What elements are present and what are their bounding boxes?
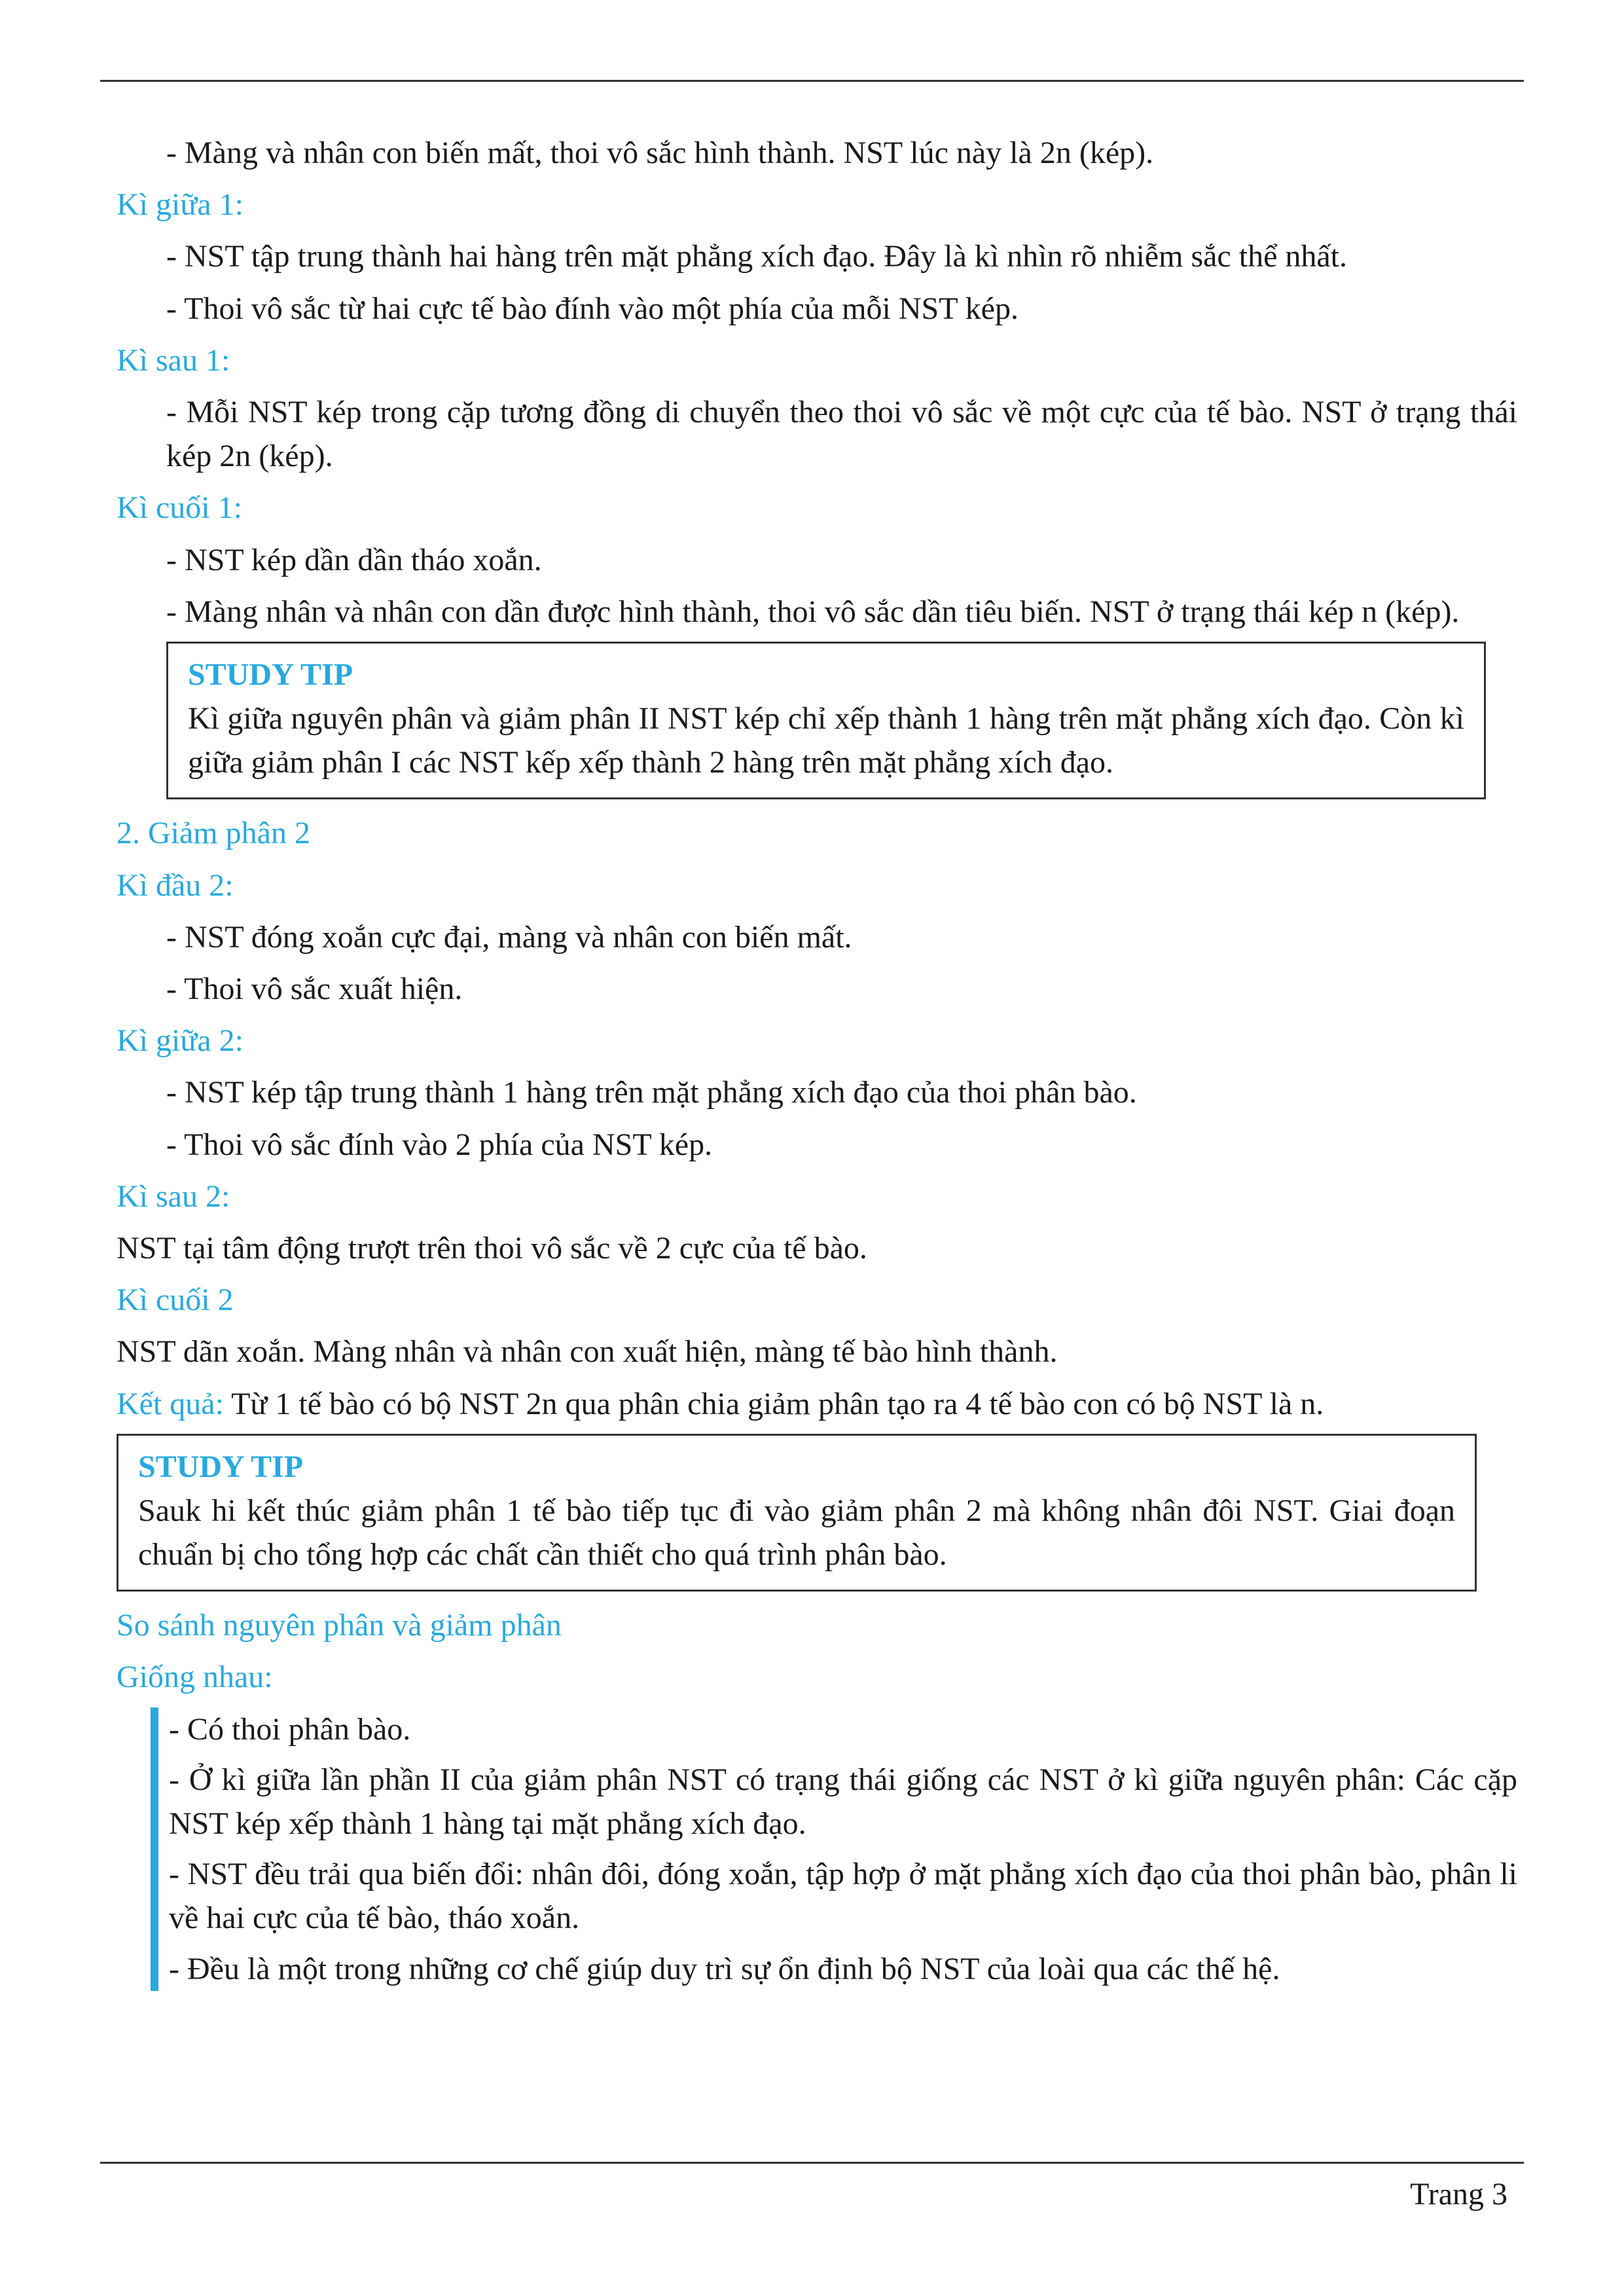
ki-giua-2-line: - NST kép tập trung thành 1 hàng trên mặt phẳng xích đạo của thoi phân bào. [166, 1075, 1137, 1110]
giong-nhau-list [151, 1707, 1517, 1991]
intro-line: - Màng và nhân con biến mất, thoi vô sắc hình thành. NST lúc này là 2n (kép). [166, 136, 1154, 170]
ki-dau-2-line: - Thoi vô sắc xuất hiện. [166, 972, 463, 1006]
heading-ki-giua-1: Kì giữa 1: [117, 187, 244, 223]
page-number: Trang 3 [1410, 2177, 1507, 2212]
giong-nhau-item: - Đều là một trong những cơ chế giúp duy trì sự ổn định bộ NST của loài qua các thế hệ. [169, 1951, 1280, 1986]
ki-giua-1-line: - NST tập trung thành hai hàng trên mặt phẳng xích đạo. Đây là kì nhìn rõ nhiễm sắc thể nhất. [166, 239, 1348, 274]
heading-ki-dau-2: Kì đầu 2: [117, 867, 234, 903]
giong-nhau-item: - NST đều trải qua biến đổi: nhân đôi, đóng xoắn, tập hợp ở mặt phẳng xích đạo của thoi phân bào, phân li về hai cực của tế bào, tháo xoắn. [169, 1857, 1517, 1936]
ki-cuoi-2-text: NST dãn xoắn. Màng nhân và nhân con xuất hiện, màng tế bào hình thành. [117, 1334, 1058, 1370]
study-tip-title: STUDY TIP [138, 1449, 304, 1484]
ket-qua-text: Từ 1 tế bào có bộ NST 2n qua phân chia giảm phân tạo ra 4 tế bào con có bộ NST là n. [223, 1386, 1324, 1421]
heading-ki-giua-2: Kì giữa 2: [117, 1023, 244, 1059]
heading-ki-cuoi-1: Kì cuối 1: [117, 490, 242, 526]
giong-nhau-item: - Ở kì giữa lần phần II của giảm phân NST có trạng thái giống các NST ở kì giữa nguyên phân: Các cặp NST kép xếp thành 1 hàng tại mặt phẳng xích đạo. [169, 1762, 1517, 1841]
study-tip-title: STUDY TIP [188, 657, 353, 692]
study-tip-box [117, 1434, 1477, 1592]
document-body [117, 131, 1517, 1997]
heading-giam-phan-2: 2. Giảm phân 2 [117, 816, 310, 851]
study-tip-box [166, 642, 1486, 800]
heading-ki-sau-2: Kì sau 2: [117, 1178, 230, 1214]
ki-cuoi-1-line: - Màng nhân và nhân con dần được hình thành, thoi vô sắc dần tiêu biến. NST ở trạng thái kép n (kép). [166, 594, 1460, 629]
footer-rule [100, 2162, 1524, 2164]
heading-giong-nhau: Giống nhau: [117, 1660, 273, 1695]
heading-ki-sau-1: Kì sau 1: [117, 342, 230, 378]
ki-giua-2-line: - Thoi vô sắc đính vào 2 phía của NST kép. [166, 1127, 713, 1162]
ket-qua-line [117, 1382, 1517, 1426]
study-tip-text: Kì giữa nguyên phân và giảm phân II NST kép chỉ xếp thành 1 hàng trên mặt phẳng xích đạo. Còn kì giữa giảm phân I các NST kếp xếp thành 2 hàng trên mặt phẳng xích đạo. [188, 701, 1464, 780]
ki-sau-2-text: NST tại tâm động trượt trên thoi vô sắc về 2 cực của tế bào. [117, 1230, 867, 1266]
ki-sau-1-line: - Mỗi NST kép trong cặp tương đồng di chuyển theo thoi vô sắc về một cực của tế bào. NST ở trạng thái kép 2n (kép). [166, 394, 1517, 474]
heading-ki-cuoi-2: Kì cuối 2 [117, 1283, 234, 1318]
heading-so-sanh: So sánh nguyên phân và giảm phân [117, 1608, 562, 1643]
study-tip-text: Sauk hi kết thúc giảm phân 1 tế bào tiếp tục đi vào giảm phân 2 mà không nhân đôi NST. Giai đoạn chuẩn bị cho tổng hợp các chất cần thiết cho quá trình phân bào. [138, 1493, 1455, 1573]
header-rule [100, 80, 1524, 82]
giong-nhau-item: - Có thoi phân bào. [169, 1711, 411, 1747]
ki-giua-1-line: - Thoi vô sắc từ hai cực tế bào đính vào một phía của mỗi NST kép. [166, 291, 1019, 326]
ket-qua-label: Kết quả: [117, 1386, 224, 1421]
ki-dau-2-line: - NST đóng xoắn cực đại, màng và nhân con biến mất. [166, 919, 852, 955]
ki-cuoi-1-line: - NST kép dần dần tháo xoắn. [166, 542, 542, 577]
